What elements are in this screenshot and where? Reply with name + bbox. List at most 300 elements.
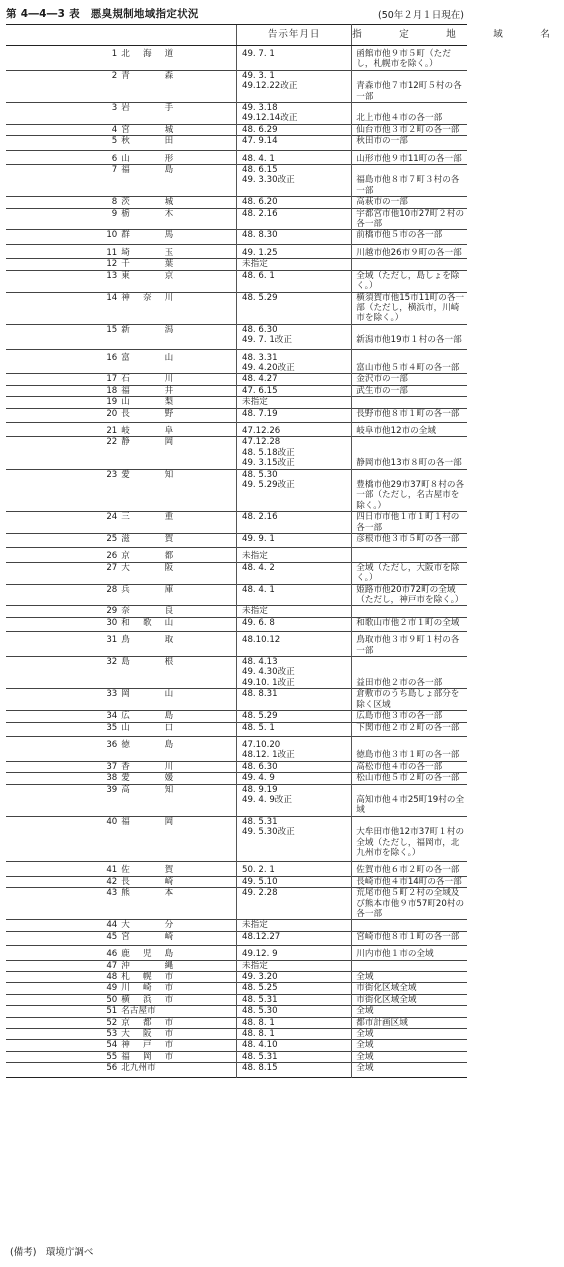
prefecture-cell: [121, 397, 236, 408]
designated-area: 富山市他５市４町の各一部: [352, 349, 467, 374]
table-row: [6, 617, 467, 631]
table-row: [6, 469, 467, 512]
notice-date: 49. 4.20改正: [242, 362, 295, 373]
notice-date: 49. 4. 9改正: [242, 794, 292, 805]
table-row: [6, 736, 467, 761]
notice-date: 48. 8.30: [242, 230, 278, 241]
row-number: 3: [6, 103, 121, 125]
table-row: [6, 408, 467, 422]
row-number: 2: [6, 70, 121, 102]
table-row: [6, 761, 467, 772]
prefecture-cell: [121, 1006, 236, 1017]
row-number: 48: [6, 972, 121, 983]
notice-date-cell: [237, 736, 352, 761]
prefecture-cell: [121, 70, 236, 102]
prefecture-name: 神 奈 川: [121, 292, 174, 303]
notice-date-cell: [237, 584, 352, 606]
notice-date: 47.12.28: [242, 437, 281, 448]
prefecture-name: 石 川: [121, 374, 174, 385]
notice-date-cell: [237, 657, 352, 689]
notice-date: 48. 8.15: [242, 1063, 278, 1074]
row-number: 9: [6, 208, 121, 230]
table-row: [6, 711, 467, 722]
prefecture-name: 福 島: [121, 165, 174, 176]
prefecture-cell: [121, 761, 236, 772]
notice-date: 未指定: [242, 960, 268, 971]
row-number: 35: [6, 722, 121, 736]
row-number: 28: [6, 584, 121, 606]
notice-date-cell: [237, 374, 352, 385]
table-row: [6, 972, 467, 983]
notice-date: 49. 7. 1改正: [242, 335, 292, 346]
row-number: 56: [6, 1063, 121, 1077]
notice-date-cell: [237, 617, 352, 631]
notice-date-cell: [237, 946, 352, 960]
prefecture-name: 静 岡: [121, 437, 174, 448]
notice-date-cell: [237, 711, 352, 722]
table-row: [6, 46, 467, 71]
notice-date-cell: [237, 150, 352, 164]
notice-date-cell: [237, 972, 352, 983]
designated-area: 市街化区域全域: [352, 983, 467, 994]
notice-date-cell: [237, 165, 352, 197]
designated-area: 函館市他９市５町（ただし，札幌市を除く。）: [352, 46, 467, 71]
row-number: 54: [6, 1040, 121, 1051]
notice-date: 48. 4. 1: [242, 584, 275, 595]
prefecture-name: 山 梨: [121, 397, 174, 408]
prefecture-name: 愛 知: [121, 469, 174, 480]
table-row: [6, 983, 467, 994]
notice-date: 48. 5.31: [242, 816, 278, 827]
table-row: [6, 270, 467, 292]
notice-date: 未指定: [242, 920, 268, 931]
prefecture-name: 愛 媛: [121, 773, 174, 784]
notice-date: 49. 7. 1: [242, 49, 275, 59]
row-number: 12: [6, 259, 121, 270]
prefecture-name: 宮 崎: [121, 931, 174, 942]
notice-date: 47. 6.15: [242, 385, 278, 396]
table-row: [6, 931, 467, 945]
table-row: [6, 385, 467, 396]
designated-area: [352, 960, 467, 971]
table-row: [6, 1051, 467, 1062]
prefecture-name: 栃 木: [121, 208, 174, 219]
notice-date: 48. 5.18改正: [242, 447, 295, 458]
row-number: 39: [6, 784, 121, 816]
notice-date: 49. 3.18: [242, 103, 278, 114]
table-bottom-rule: [6, 1077, 467, 1078]
notice-date: 49. 6. 8: [242, 617, 275, 628]
table-group: [6, 632, 467, 737]
notice-date-cell: [237, 230, 352, 244]
notice-date-cell: [237, 1006, 352, 1017]
notice-date: 48. 8. 1: [242, 1029, 275, 1040]
row-number: 32: [6, 657, 121, 689]
table-row: [6, 244, 467, 258]
table-row: [6, 422, 467, 436]
notice-date: 48.10.12: [242, 635, 281, 646]
designated-area: 鳥取市他３市９町１村の各一部: [352, 632, 467, 657]
table-row: [6, 548, 467, 562]
prefecture-cell: [121, 711, 236, 722]
notice-date: 49. 3. 1: [242, 70, 275, 81]
prefecture-name: 大 分: [121, 920, 174, 931]
notice-date-cell: [237, 632, 352, 657]
prefecture-cell: [121, 1040, 236, 1051]
prefecture-cell: [121, 584, 236, 606]
table-group: [6, 244, 467, 349]
notice-date-cell: [237, 270, 352, 292]
table-row: [6, 632, 467, 657]
table-row: [6, 512, 467, 534]
table-row: [6, 606, 467, 617]
prefecture-name: 新 潟: [121, 324, 174, 335]
notice-date: 49.10. 1改正: [242, 677, 295, 688]
prefecture-cell: [121, 437, 236, 469]
prefecture-cell: [121, 946, 236, 960]
prefecture-name: 千 葉: [121, 259, 174, 270]
notice-date: 49. 3.30改正: [242, 175, 295, 186]
designated-area: 倉敷市のうち島しょ部分を除く区域: [352, 689, 467, 711]
table-group: [6, 46, 467, 151]
notice-date-cell: [237, 606, 352, 617]
row-number: 36: [6, 736, 121, 761]
prefecture-cell: [121, 632, 236, 657]
row-number: 16: [6, 349, 121, 374]
designated-area: 宮崎市他８市１町の各一部: [352, 931, 467, 945]
notice-date-cell: [237, 397, 352, 408]
prefecture-name: 宮 城: [121, 124, 174, 135]
prefecture-cell: [121, 657, 236, 689]
prefecture-name: 島 根: [121, 657, 174, 668]
row-number: 22: [6, 437, 121, 469]
row-number: 20: [6, 408, 121, 422]
table-row: [6, 124, 467, 135]
notice-date: 48. 5.25: [242, 983, 278, 994]
prefecture-cell: [121, 124, 236, 135]
row-number: 7: [6, 165, 121, 197]
row-number: 42: [6, 876, 121, 887]
notice-date: 49.12.22改正: [242, 81, 298, 92]
notice-date: 49. 9. 1: [242, 534, 275, 545]
prefecture-name: 北 九 州 市: [121, 1063, 156, 1074]
table-group: [6, 150, 467, 244]
as-of-date: (50年２月１日現在): [377, 10, 464, 21]
row-number: 18: [6, 385, 121, 396]
notice-date-cell: [237, 888, 352, 920]
notice-date-cell: [237, 512, 352, 534]
table-row: [6, 689, 467, 711]
prefecture-cell: [121, 562, 236, 584]
row-number: 15: [6, 324, 121, 349]
table-group: [6, 548, 467, 632]
designated-area: 岐阜市他12市の全域: [352, 422, 467, 436]
prefecture-cell: [121, 736, 236, 761]
prefecture-cell: [121, 165, 236, 197]
notice-date-cell: [237, 422, 352, 436]
prefecture-name: 茨 城: [121, 197, 174, 208]
designated-area: 横須賀市他15市11町の各一部（ただし，横浜市，川崎市を除く。）: [352, 292, 467, 324]
designated-area: 金沢市の一部: [352, 374, 467, 385]
table-row: [6, 534, 467, 548]
prefecture-cell: [121, 960, 236, 971]
prefecture-name: 香 川: [121, 761, 174, 772]
prefecture-cell: [121, 349, 236, 374]
notice-date: 48. 9.19: [242, 784, 278, 795]
row-number: 55: [6, 1051, 121, 1062]
row-number: 26: [6, 548, 121, 562]
table-row: [6, 862, 467, 876]
notice-date-cell: [237, 960, 352, 971]
designated-area: 四日市市他１市１町１村の各一部: [352, 512, 467, 534]
designated-area: 全域: [352, 1040, 467, 1051]
designated-area: 松山市他５市２町の各一部: [352, 773, 467, 784]
prefecture-name: 福 井: [121, 385, 174, 396]
table-row: [6, 136, 467, 150]
prefecture-cell: [121, 689, 236, 711]
footnote: (備考) 環境庁調べ: [10, 1247, 94, 1258]
notice-date: 48. 4.27: [242, 374, 278, 385]
prefecture-name: 三 重: [121, 512, 174, 523]
row-number: 53: [6, 1029, 121, 1040]
notice-date: 49. 5.10: [242, 876, 278, 887]
notice-date: 48. 3.31: [242, 352, 278, 363]
table-row: [6, 784, 467, 816]
notice-date: 49. 3.20: [242, 972, 278, 983]
prefecture-name: 山 口: [121, 722, 174, 733]
designated-area: 高松市他４市の各一部: [352, 761, 467, 772]
designated-area: 全域（ただし，島しょを除く。）: [352, 270, 467, 292]
designated-area: 全域: [352, 1006, 467, 1017]
row-number: 11: [6, 244, 121, 258]
designated-area: [352, 606, 467, 617]
row-number: 10: [6, 230, 121, 244]
prefecture-cell: [121, 292, 236, 324]
notice-date: 未指定: [242, 606, 268, 617]
prefecture-cell: [121, 197, 236, 208]
row-number: 51: [6, 1006, 121, 1017]
prefecture-name: 広 島: [121, 711, 174, 722]
notice-date: 48. 5.30: [242, 1006, 278, 1017]
table-row: [6, 259, 467, 270]
row-number: 40: [6, 816, 121, 862]
notice-date: 48. 4. 2: [242, 562, 275, 573]
notice-date-cell: [237, 197, 352, 208]
prefecture-cell: [121, 1029, 236, 1040]
bottom-rule-row: [6, 1077, 467, 1078]
notice-date: 49. 2.28: [242, 888, 278, 899]
notice-date: 48. 5.29: [242, 292, 278, 303]
notice-date: 48. 6.30: [242, 324, 278, 335]
notice-date: 50. 2. 1: [242, 865, 275, 876]
prefecture-name: 熊 本: [121, 888, 174, 899]
designated-area: [352, 397, 467, 408]
notice-date-cell: [237, 136, 352, 150]
prefecture-name: 福 岡: [121, 816, 174, 827]
designated-area: [352, 259, 467, 270]
row-number: 27: [6, 562, 121, 584]
designated-area: 静岡市他13市８町の各一部: [352, 437, 467, 469]
prefecture-name: 長 野: [121, 408, 174, 419]
notice-date-cell: [237, 983, 352, 994]
notice-date-cell: [237, 46, 352, 71]
designated-area: 長野市他８市１町の各一部: [352, 408, 467, 422]
notice-date: 49. 4.30改正: [242, 667, 295, 678]
table-row: [6, 208, 467, 230]
prefecture-name: 長 崎: [121, 876, 174, 887]
prefecture-name: 佐 賀: [121, 865, 174, 876]
notice-date-cell: [237, 784, 352, 816]
table-header: [6, 25, 564, 46]
table-row: [6, 197, 467, 208]
designated-area: 姫路市他20市72町の全域（ただし，神戸市を除く。）: [352, 584, 467, 606]
notice-date-cell: [237, 385, 352, 396]
prefecture-name: 岩 手: [121, 103, 174, 114]
notice-date-cell: [237, 562, 352, 584]
prefecture-name: 富 山: [121, 352, 174, 363]
designated-area: [352, 920, 467, 931]
table-row: [6, 888, 467, 920]
prefecture-cell: [121, 103, 236, 125]
prefecture-cell: [121, 534, 236, 548]
prefecture-cell: [121, 230, 236, 244]
table-row: [6, 165, 467, 197]
prefecture-name: 名 古 屋 市: [121, 1006, 156, 1017]
prefecture-cell: [121, 548, 236, 562]
prefecture-cell: [121, 374, 236, 385]
designated-area: 青森市他７市12町５村の各一部: [352, 70, 467, 102]
prefecture-name: 青 森: [121, 70, 174, 81]
notice-date-cell: [237, 292, 352, 324]
notice-date: 48. 5.31: [242, 1051, 278, 1062]
notice-date: 47.10.20: [242, 739, 281, 750]
notice-date: 48. 5.31: [242, 994, 278, 1005]
row-number: 17: [6, 374, 121, 385]
notice-date-cell: [237, 773, 352, 784]
prefecture-cell: [121, 259, 236, 270]
prefecture-name: 滋 賀: [121, 534, 174, 545]
prefecture-cell: [121, 136, 236, 150]
table-row: [6, 994, 467, 1005]
designated-area: 市街化区域全域: [352, 994, 467, 1005]
notice-date: 48. 5.29: [242, 711, 278, 722]
table-row: [6, 816, 467, 862]
row-number: 45: [6, 931, 121, 945]
notice-date: 49.12.14改正: [242, 113, 298, 124]
notice-date: 48. 8. 1: [242, 1017, 275, 1028]
table-row: [6, 70, 467, 102]
notice-date: 48. 4.13: [242, 657, 278, 668]
designated-area: 彦根市他３市５町の各一部: [352, 534, 467, 548]
designated-area: 佐賀市他６市２町の各一部: [352, 862, 467, 876]
row-number: 49: [6, 983, 121, 994]
prefecture-cell: [121, 816, 236, 862]
prefecture-cell: [121, 1051, 236, 1062]
table-row: [6, 1063, 467, 1077]
prefecture-cell: [121, 722, 236, 736]
notice-date: 48. 6.20: [242, 197, 278, 208]
prefecture-name: 鹿 児 島: [121, 949, 174, 960]
designated-area: 豊橋市他29市37町８村の各一部（ただし，名古屋市を除く。）: [352, 469, 467, 512]
row-number: 47: [6, 960, 121, 971]
row-number: 41: [6, 862, 121, 876]
designated-area: 宇都宮市他10市27町２村の各一部: [352, 208, 467, 230]
row-number: 46: [6, 946, 121, 960]
designated-area: 下関市他２市２町の各一部: [352, 722, 467, 736]
table-row: [6, 960, 467, 971]
table-row: [6, 437, 467, 469]
table-group: [6, 862, 467, 946]
notice-date: 48. 6. 1: [242, 270, 275, 281]
prefecture-name: 京 都 市: [121, 1017, 174, 1028]
notice-date: 48. 6.15: [242, 165, 278, 176]
designated-area: 和歌山市他２市１町の全域: [352, 617, 467, 631]
designated-area: 全域（ただし，大阪市を除く。）: [352, 562, 467, 584]
prefecture-name: 大 阪 市: [121, 1029, 174, 1040]
notice-date-cell: [237, 1063, 352, 1077]
table-title: 第 4―4―3 表 悪臭規制地域指定状況: [6, 8, 199, 20]
prefecture-cell: [121, 270, 236, 292]
header-notice-date: 告示年月日: [237, 25, 352, 46]
row-number: 43: [6, 888, 121, 920]
prefecture-name: 和 歌 山: [121, 617, 174, 628]
table-row: [6, 722, 467, 736]
prefecture-cell: [121, 888, 236, 920]
notice-date-cell: [237, 994, 352, 1005]
designated-area: 全域: [352, 1029, 467, 1040]
prefecture-name: 群 馬: [121, 230, 174, 241]
row-number: 33: [6, 689, 121, 711]
prefecture-cell: [121, 617, 236, 631]
designated-area: 益田市他２市の各一部: [352, 657, 467, 689]
notice-date-cell: [237, 876, 352, 887]
table-row: [6, 397, 467, 408]
notice-date-cell: [237, 548, 352, 562]
table-row: [6, 876, 467, 887]
notice-date-cell: [237, 408, 352, 422]
prefecture-cell: [121, 469, 236, 512]
notice-date-cell: [237, 1051, 352, 1062]
table-row: [6, 150, 467, 164]
row-number: 24: [6, 512, 121, 534]
table-row: [6, 657, 467, 689]
designated-area: 秋田市の一部: [352, 136, 467, 150]
notice-date: 49. 5.29改正: [242, 480, 295, 490]
table-row: [6, 292, 467, 324]
notice-date: 48.12.27: [242, 931, 281, 942]
prefecture-cell: [121, 931, 236, 945]
row-number: 31: [6, 632, 121, 657]
table-group: [6, 946, 467, 1077]
notice-date-cell: [237, 208, 352, 230]
notice-date: 47. 9.14: [242, 136, 278, 147]
designated-area: 高萩市の一部: [352, 197, 467, 208]
notice-date-cell: [237, 103, 352, 125]
row-number: 34: [6, 711, 121, 722]
prefecture-name: 横 浜 市: [121, 994, 174, 1005]
notice-date-cell: [237, 816, 352, 862]
notice-date: 48. 4.10: [242, 1040, 278, 1051]
designated-area: 荒尾市他５町２村の全域及び熊本市他９市57町20村の各一部: [352, 888, 467, 920]
prefecture-cell: [121, 150, 236, 164]
notice-date: 48. 7.19: [242, 408, 278, 419]
row-number: 8: [6, 197, 121, 208]
prefecture-name: 大 阪: [121, 562, 174, 573]
prefecture-name: 沖 縄: [121, 960, 174, 971]
prefecture-cell: [121, 983, 236, 994]
notice-date: 49. 5.30改正: [242, 827, 295, 838]
notice-date-cell: [237, 931, 352, 945]
